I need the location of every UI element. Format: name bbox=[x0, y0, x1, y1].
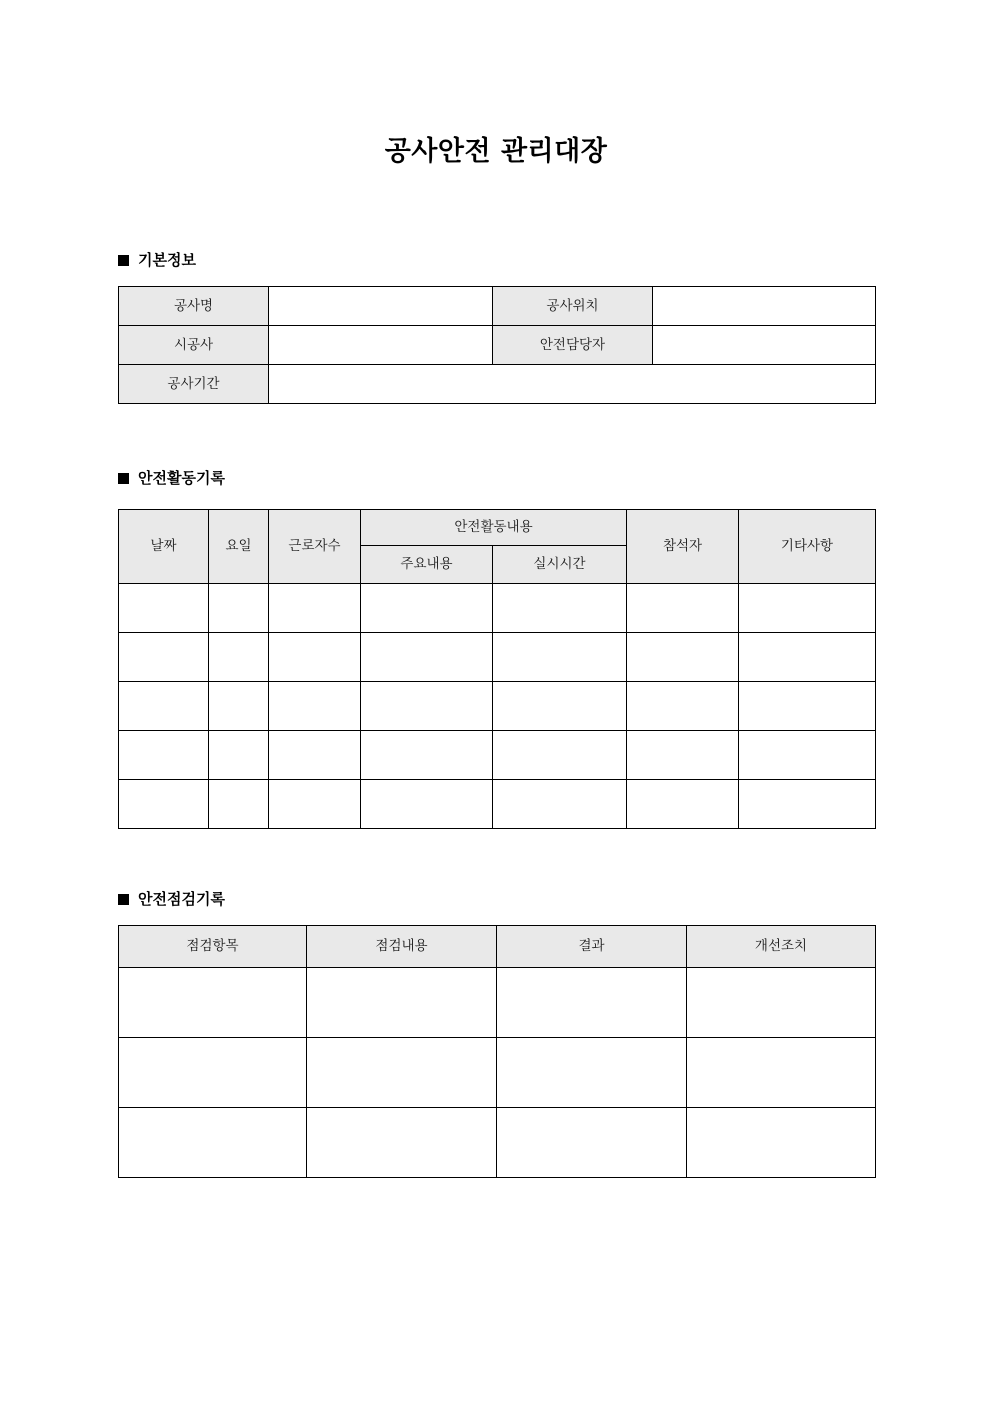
cell-weekday[interactable] bbox=[209, 584, 269, 633]
square-bullet-icon bbox=[118, 255, 129, 266]
section-heading-basic-info bbox=[118, 251, 196, 269]
page-title: 공사안전 관리대장 bbox=[384, 136, 608, 167]
cell-activity-main[interactable] bbox=[361, 780, 493, 829]
safety-activity-table bbox=[118, 509, 876, 829]
cell-weekday[interactable] bbox=[209, 780, 269, 829]
table-row bbox=[119, 1108, 876, 1178]
cell-activity-time[interactable] bbox=[493, 633, 627, 682]
cell-date[interactable] bbox=[119, 633, 209, 682]
section-heading-safety-inspection bbox=[118, 890, 225, 908]
square-bullet-icon bbox=[118, 473, 129, 484]
column-header-activity-group: 안전활동내용 bbox=[361, 510, 627, 546]
cell-activity-main[interactable] bbox=[361, 584, 493, 633]
section-heading-safety-activity bbox=[118, 469, 225, 487]
cell-inspection-result[interactable] bbox=[497, 1038, 687, 1108]
table-header-row-top bbox=[119, 510, 876, 546]
field-label-safety-manager: 안전담당자 bbox=[493, 326, 653, 365]
field-label-contractor: 시공사 bbox=[119, 326, 269, 365]
cell-remarks[interactable] bbox=[739, 633, 876, 682]
cell-attendees[interactable] bbox=[627, 584, 739, 633]
cell-inspection-content[interactable] bbox=[307, 1038, 497, 1108]
cell-attendees[interactable] bbox=[627, 780, 739, 829]
field-label-project-location: 공사위치 bbox=[493, 287, 653, 326]
cell-activity-time[interactable] bbox=[493, 682, 627, 731]
cell-weekday[interactable] bbox=[209, 633, 269, 682]
cell-worker-count[interactable] bbox=[269, 682, 361, 731]
cell-worker-count[interactable] bbox=[269, 780, 361, 829]
column-header-activity-main: 주요내용 bbox=[361, 546, 493, 584]
cell-inspection-content[interactable] bbox=[307, 1108, 497, 1178]
cell-worker-count[interactable] bbox=[269, 633, 361, 682]
cell-worker-count[interactable] bbox=[269, 584, 361, 633]
table-row bbox=[119, 731, 876, 780]
cell-attendees[interactable] bbox=[627, 633, 739, 682]
section-heading-label: 안전점검기록 bbox=[138, 890, 225, 908]
field-label-project-name: 공사명 bbox=[119, 287, 269, 326]
cell-remarks[interactable] bbox=[739, 780, 876, 829]
column-header-activity-time: 실시시간 bbox=[493, 546, 627, 584]
field-label-project-period: 공사기간 bbox=[119, 365, 269, 404]
cell-inspection-item[interactable] bbox=[119, 1108, 307, 1178]
column-header-corrective-action: 개선조치 bbox=[687, 926, 876, 968]
cell-remarks[interactable] bbox=[739, 584, 876, 633]
table-row bbox=[119, 326, 876, 365]
cell-date[interactable] bbox=[119, 584, 209, 633]
cell-attendees[interactable] bbox=[627, 731, 739, 780]
cell-date[interactable] bbox=[119, 731, 209, 780]
table-row bbox=[119, 633, 876, 682]
cell-corrective-action[interactable] bbox=[687, 1108, 876, 1178]
column-header-weekday: 요일 bbox=[209, 510, 269, 584]
cell-activity-time[interactable] bbox=[493, 584, 627, 633]
column-header-worker-count: 근로자수 bbox=[269, 510, 361, 584]
cell-worker-count[interactable] bbox=[269, 731, 361, 780]
table-row bbox=[119, 1038, 876, 1108]
section-heading-label: 안전활동기록 bbox=[138, 469, 225, 487]
cell-inspection-result[interactable] bbox=[497, 968, 687, 1038]
column-header-date: 날짜 bbox=[119, 510, 209, 584]
cell-inspection-item[interactable] bbox=[119, 1038, 307, 1108]
cell-corrective-action[interactable] bbox=[687, 1038, 876, 1108]
cell-weekday[interactable] bbox=[209, 682, 269, 731]
column-header-attendees: 참석자 bbox=[627, 510, 739, 584]
square-bullet-icon bbox=[118, 894, 129, 905]
table-row bbox=[119, 287, 876, 326]
field-value-project-name[interactable] bbox=[269, 287, 493, 326]
table-row bbox=[119, 682, 876, 731]
field-value-safety-manager[interactable] bbox=[653, 326, 876, 365]
cell-inspection-result[interactable] bbox=[497, 1108, 687, 1178]
table-header-row bbox=[119, 926, 876, 968]
basic-info-table bbox=[118, 286, 876, 404]
column-header-inspection-item: 점검항목 bbox=[119, 926, 307, 968]
table-row bbox=[119, 968, 876, 1038]
column-header-inspection-content: 점검내용 bbox=[307, 926, 497, 968]
table-row bbox=[119, 365, 876, 404]
field-value-project-location[interactable] bbox=[653, 287, 876, 326]
cell-date[interactable] bbox=[119, 780, 209, 829]
table-row bbox=[119, 780, 876, 829]
cell-activity-main[interactable] bbox=[361, 731, 493, 780]
section-heading-label: 기본정보 bbox=[138, 251, 196, 269]
column-header-inspection-result: 결과 bbox=[497, 926, 687, 968]
cell-remarks[interactable] bbox=[739, 682, 876, 731]
cell-remarks[interactable] bbox=[739, 731, 876, 780]
cell-date[interactable] bbox=[119, 682, 209, 731]
field-value-project-period[interactable] bbox=[269, 365, 876, 404]
cell-inspection-content[interactable] bbox=[307, 968, 497, 1038]
cell-weekday[interactable] bbox=[209, 731, 269, 780]
cell-activity-time[interactable] bbox=[493, 780, 627, 829]
cell-activity-main[interactable] bbox=[361, 633, 493, 682]
cell-inspection-item[interactable] bbox=[119, 968, 307, 1038]
column-header-remarks: 기타사항 bbox=[739, 510, 876, 584]
cell-activity-main[interactable] bbox=[361, 682, 493, 731]
cell-activity-time[interactable] bbox=[493, 731, 627, 780]
table-row bbox=[119, 584, 876, 633]
cell-corrective-action[interactable] bbox=[687, 968, 876, 1038]
safety-inspection-table bbox=[118, 925, 876, 1178]
field-value-contractor[interactable] bbox=[269, 326, 493, 365]
cell-attendees[interactable] bbox=[627, 682, 739, 731]
